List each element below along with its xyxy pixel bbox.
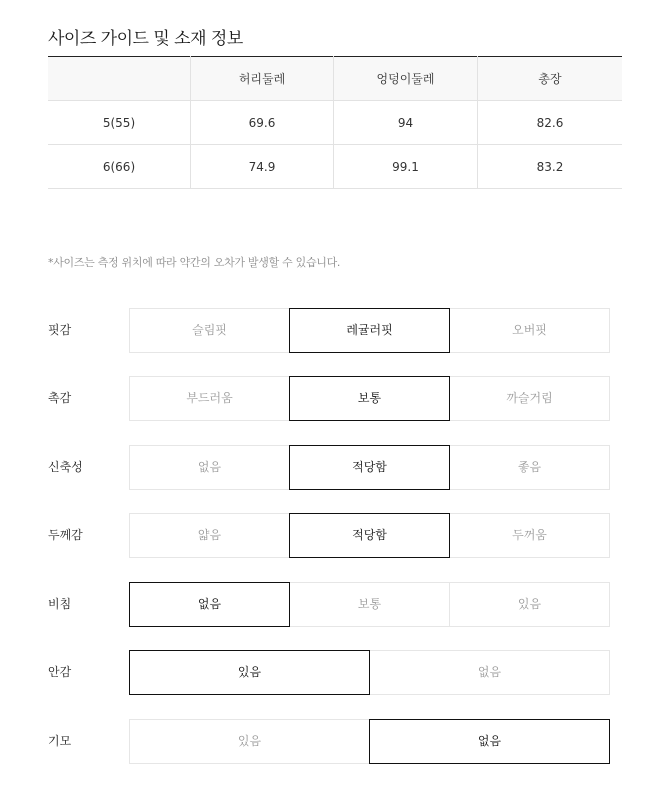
option-group <box>129 650 610 695</box>
option-group <box>129 308 610 353</box>
table-cell: 94 <box>334 101 478 145</box>
table-cell: 69.6 <box>191 101 334 145</box>
option-group <box>129 719 610 764</box>
option-group <box>129 376 610 421</box>
table-cell: 99.1 <box>334 145 478 189</box>
option-button-selected[interactable]: 보통 <box>289 376 450 421</box>
attribute-row-sheerness <box>48 582 611 627</box>
table-cell: 5(55) <box>48 101 191 145</box>
option-button[interactable]: 있음 <box>449 582 610 627</box>
option-button-selected[interactable]: 있음 <box>129 650 370 695</box>
table-cell: 83.2 <box>478 145 623 189</box>
option-button[interactable]: 없음 <box>129 445 290 490</box>
attribute-row-elasticity <box>48 445 611 490</box>
option-button[interactable]: 두꺼움 <box>449 513 610 558</box>
option-button[interactable]: 없음 <box>369 650 610 695</box>
option-button[interactable]: 오버핏 <box>449 308 610 353</box>
option-group <box>129 582 610 627</box>
attribute-row-fit <box>48 308 611 353</box>
option-button-selected[interactable]: 적당함 <box>289 445 450 490</box>
table-header-cell: 총장 <box>478 57 623 101</box>
option-button[interactable]: 좋음 <box>449 445 610 490</box>
table-header-row <box>48 57 622 101</box>
attribute-row-thickness <box>48 513 611 558</box>
size-note: *사이즈는 측정 위치에 따라 약간의 오차가 발생할 수 있습니다. <box>48 256 341 269</box>
attribute-label: 기모 <box>48 734 72 748</box>
attribute-label: 안감 <box>48 665 72 679</box>
option-button-selected[interactable]: 없음 <box>369 719 610 764</box>
page-title: 사이즈 가이드 및 소재 정보 <box>48 29 243 49</box>
attribute-label: 두께감 <box>48 528 83 542</box>
option-button[interactable]: 얇음 <box>129 513 290 558</box>
option-button[interactable]: 까슬거림 <box>449 376 610 421</box>
table-cell: 82.6 <box>478 101 623 145</box>
table-cell: 74.9 <box>191 145 334 189</box>
table-header-cell: 허리둘레 <box>191 57 334 101</box>
table-row <box>48 101 622 145</box>
attribute-row-brushed <box>48 719 611 764</box>
option-button[interactable]: 부드러움 <box>129 376 290 421</box>
attribute-row-lining <box>48 650 611 695</box>
attribute-label: 비침 <box>48 597 72 611</box>
attribute-label: 신축성 <box>48 460 83 474</box>
option-group <box>129 445 610 490</box>
option-group <box>129 513 610 558</box>
option-button-selected[interactable]: 없음 <box>129 582 290 627</box>
option-button[interactable]: 슬림핏 <box>129 308 290 353</box>
option-button-selected[interactable]: 레귤러핏 <box>289 308 450 353</box>
option-button-selected[interactable]: 적당함 <box>289 513 450 558</box>
option-button[interactable]: 있음 <box>129 719 370 764</box>
size-guide-table <box>48 56 622 189</box>
attribute-row-touch <box>48 376 611 421</box>
attribute-label: 핏감 <box>48 323 72 337</box>
attribute-label: 촉감 <box>48 391 72 405</box>
table-cell: 6(66) <box>48 145 191 189</box>
option-button[interactable]: 보통 <box>289 582 450 627</box>
table-header-cell: 엉덩이둘레 <box>334 57 478 101</box>
table-header-cell <box>48 57 191 101</box>
table-row <box>48 145 622 189</box>
